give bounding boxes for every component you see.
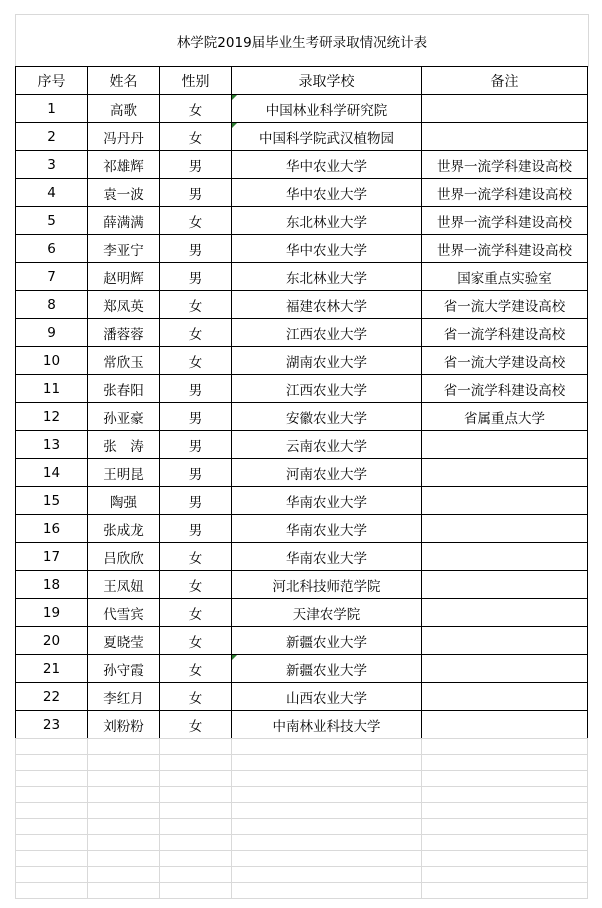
cell-remarks[interactable] [422,683,588,711]
cell-remarks[interactable]: 世界一流学科建设高校 [422,151,588,179]
cell-name[interactable]: 刘粉粉 [88,711,160,739]
cell-gender[interactable]: 男 [160,179,232,207]
empty-cell[interactable] [160,787,232,803]
cell-remarks[interactable]: 省属重点大学 [422,403,588,431]
cell-remarks[interactable]: 省一流大学建设高校 [422,291,588,319]
cell-name[interactable]: 袁一波 [88,179,160,207]
cell-remarks[interactable] [422,431,588,459]
cell-school[interactable]: 华南农业大学 [232,543,422,571]
cell-gender[interactable]: 女 [160,347,232,375]
cell-school[interactable]: 新疆农业大学 [232,655,422,683]
cell-index[interactable]: 18 [16,571,88,599]
empty-cell[interactable] [160,883,232,899]
empty-cell[interactable] [160,851,232,867]
empty-cell[interactable] [16,739,88,755]
cell-index[interactable]: 14 [16,459,88,487]
cell-remarks[interactable] [422,95,588,123]
empty-cell[interactable] [232,787,422,803]
empty-cell[interactable] [160,739,232,755]
table-row [16,235,588,263]
empty-cell[interactable] [422,739,588,755]
cell-index[interactable]: 5 [16,207,88,235]
cell-name[interactable]: 王明昆 [88,459,160,487]
empty-cell[interactable] [16,787,88,803]
empty-cell[interactable] [16,755,88,771]
cell-index[interactable]: 17 [16,543,88,571]
cell-comment-marker [232,655,237,660]
empty-cell[interactable] [16,835,88,851]
cell-gender[interactable]: 男 [160,431,232,459]
cell-name[interactable]: 吕欣欣 [88,543,160,571]
table-row [16,543,588,571]
table-row [16,95,588,123]
cell-gender[interactable]: 男 [160,487,232,515]
cell-index[interactable]: 19 [16,599,88,627]
cell-remarks[interactable] [422,543,588,571]
cell-index[interactable]: 9 [16,319,88,347]
empty-cell[interactable] [422,835,588,851]
cell-gender[interactable]: 男 [160,263,232,291]
cell-name[interactable]: 郑凤英 [88,291,160,319]
empty-cell[interactable] [16,883,88,899]
cell-index[interactable]: 13 [16,431,88,459]
table-row [16,627,588,655]
table-row [16,515,588,543]
cell-name[interactable]: 孙亚豪 [88,403,160,431]
cell-index[interactable]: 8 [16,291,88,319]
empty-cell[interactable] [88,771,160,787]
cell-remarks[interactable] [422,459,588,487]
cell-school[interactable]: 东北林业大学 [232,207,422,235]
cell-name[interactable]: 张成龙 [88,515,160,543]
empty-cell[interactable] [160,755,232,771]
cell-index[interactable]: 23 [16,711,88,739]
empty-row [16,739,588,755]
cell-remarks[interactable]: 省一流学科建设高校 [422,375,588,403]
empty-cell[interactable] [88,755,160,771]
cell-school[interactable]: 中南林业科技大学 [232,711,422,739]
cell-index[interactable]: 1 [16,95,88,123]
cell-gender[interactable]: 男 [160,375,232,403]
cell-name[interactable]: 高歌 [88,95,160,123]
empty-cell[interactable] [88,835,160,851]
cell-index[interactable]: 4 [16,179,88,207]
cell-name[interactable]: 李亚宁 [88,235,160,263]
cell-index[interactable]: 21 [16,655,88,683]
cell-school[interactable]: 河北科技师范学院 [232,571,422,599]
table-row [16,571,588,599]
cell-name[interactable]: 薛满满 [88,207,160,235]
cell-remarks[interactable] [422,571,588,599]
header-cell-index[interactable]: 序号 [16,67,88,95]
cell-school[interactable]: 东北林业大学 [232,263,422,291]
table-row [16,487,588,515]
header-cell-name[interactable]: 姓名 [88,67,160,95]
table-row [16,263,588,291]
cell-school[interactable]: 华中农业大学 [232,235,422,263]
empty-cell[interactable] [88,803,160,819]
cell-gender[interactable]: 女 [160,95,232,123]
empty-cell[interactable] [422,755,588,771]
cell-school[interactable]: 天津农学院 [232,599,422,627]
empty-cell[interactable] [88,819,160,835]
table-row [16,459,588,487]
cell-name[interactable]: 赵明辉 [88,263,160,291]
cell-gender[interactable]: 女 [160,683,232,711]
empty-cell[interactable] [422,867,588,883]
empty-cell[interactable] [232,739,422,755]
cell-remarks[interactable] [422,515,588,543]
cell-name[interactable]: 潘蓉蓉 [88,319,160,347]
cell-school[interactable]: 安徽农业大学 [232,403,422,431]
empty-cell[interactable] [422,803,588,819]
table-row [16,179,588,207]
cell-index[interactable]: 20 [16,627,88,655]
empty-cell[interactable] [422,819,588,835]
cell-index[interactable]: 7 [16,263,88,291]
cell-gender[interactable]: 男 [160,515,232,543]
sheet-title: 林学院2019届毕业生考研录取情况统计表 [15,14,589,67]
empty-row [16,771,588,787]
cell-gender[interactable]: 男 [160,459,232,487]
empty-row [16,787,588,803]
empty-cell[interactable] [16,851,88,867]
empty-row [16,803,588,819]
cell-gender[interactable]: 男 [160,403,232,431]
empty-cell[interactable] [232,771,422,787]
cell-remarks[interactable]: 世界一流学科建设高校 [422,235,588,263]
header-row [16,67,588,95]
cell-school[interactable]: 中国科学院武汉植物园 [232,123,422,151]
empty-cell[interactable] [422,883,588,899]
empty-cell[interactable] [88,851,160,867]
cell-name[interactable]: 夏晓莹 [88,627,160,655]
header-cell-school[interactable]: 录取学校 [232,67,422,95]
table-row [16,403,588,431]
empty-row [16,819,588,835]
table-row [16,319,588,347]
empty-cell[interactable] [160,819,232,835]
cell-school[interactable]: 华南农业大学 [232,487,422,515]
cell-school[interactable]: 云南农业大学 [232,431,422,459]
table-row [16,683,588,711]
cell-index[interactable]: 10 [16,347,88,375]
cell-gender[interactable]: 女 [160,627,232,655]
empty-row [16,755,588,771]
empty-cell[interactable] [232,883,422,899]
table-row [16,599,588,627]
empty-cell[interactable] [422,851,588,867]
cell-remarks[interactable] [422,711,588,739]
empty-cell[interactable] [16,803,88,819]
empty-cell[interactable] [232,803,422,819]
cell-remarks[interactable]: 世界一流学科建设高校 [422,207,588,235]
cell-gender[interactable]: 男 [160,151,232,179]
empty-cell[interactable] [88,739,160,755]
empty-row [16,835,588,851]
empty-cell[interactable] [422,771,588,787]
cell-gender[interactable]: 女 [160,543,232,571]
empty-row [16,883,588,899]
empty-cell[interactable] [16,867,88,883]
empty-cell[interactable] [232,835,422,851]
table-row [16,375,588,403]
empty-cell[interactable] [16,771,88,787]
cell-name[interactable]: 代雪宾 [88,599,160,627]
cell-gender[interactable]: 女 [160,319,232,347]
cell-comment-marker [232,123,237,128]
empty-cell[interactable] [160,803,232,819]
cell-gender[interactable]: 男 [160,235,232,263]
table-row [16,123,588,151]
empty-cell[interactable] [160,867,232,883]
cell-school[interactable]: 中国林业科学研究院 [232,95,422,123]
cell-remarks[interactable] [422,627,588,655]
cell-index[interactable]: 3 [16,151,88,179]
cell-school[interactable]: 湖南农业大学 [232,347,422,375]
cell-remarks[interactable] [422,487,588,515]
table-row [16,291,588,319]
empty-cell[interactable] [160,835,232,851]
empty-grid [15,738,588,899]
cell-remarks[interactable]: 省一流学科建设高校 [422,319,588,347]
cell-school[interactable]: 华中农业大学 [232,179,422,207]
cell-comment-marker [232,95,237,100]
table-row [16,431,588,459]
cell-school[interactable]: 福建农林大学 [232,291,422,319]
cell-school[interactable]: 河南农业大学 [232,459,422,487]
cell-name[interactable]: 张春阳 [88,375,160,403]
empty-cell[interactable] [160,771,232,787]
cell-remarks[interactable] [422,599,588,627]
empty-cell[interactable] [16,819,88,835]
cell-school[interactable]: 江西农业大学 [232,375,422,403]
empty-cell[interactable] [88,867,160,883]
cell-index[interactable]: 11 [16,375,88,403]
cell-name[interactable]: 张 涛 [88,431,160,459]
admissions-table [15,66,588,739]
table-row [16,207,588,235]
cell-name[interactable]: 冯丹丹 [88,123,160,151]
cell-gender[interactable]: 女 [160,655,232,683]
empty-cell[interactable] [232,851,422,867]
cell-index[interactable]: 15 [16,487,88,515]
cell-index[interactable]: 2 [16,123,88,151]
cell-remarks[interactable]: 世界一流学科建设高校 [422,179,588,207]
empty-cell[interactable] [88,787,160,803]
cell-gender[interactable]: 女 [160,123,232,151]
cell-school[interactable]: 山西农业大学 [232,683,422,711]
cell-gender[interactable]: 女 [160,207,232,235]
empty-row [16,851,588,867]
empty-cell[interactable] [422,787,588,803]
cell-index[interactable]: 16 [16,515,88,543]
cell-gender[interactable]: 女 [160,571,232,599]
table-row [16,151,588,179]
cell-school[interactable]: 华南农业大学 [232,515,422,543]
cell-school[interactable]: 华中农业大学 [232,151,422,179]
cell-index[interactable]: 12 [16,403,88,431]
cell-remarks[interactable] [422,655,588,683]
cell-name[interactable]: 常欣玉 [88,347,160,375]
cell-name[interactable]: 王凤妞 [88,571,160,599]
cell-school[interactable]: 江西农业大学 [232,319,422,347]
cell-name[interactable]: 孙守霞 [88,655,160,683]
header-cell-remarks[interactable]: 备注 [422,67,588,95]
table-row [16,347,588,375]
empty-cell[interactable] [232,819,422,835]
cell-name[interactable]: 祁雄辉 [88,151,160,179]
empty-cell[interactable] [232,867,422,883]
empty-cell[interactable] [232,755,422,771]
cell-remarks[interactable]: 国家重点实验室 [422,263,588,291]
cell-school[interactable]: 新疆农业大学 [232,627,422,655]
cell-gender[interactable]: 女 [160,599,232,627]
empty-cell[interactable] [88,883,160,899]
cell-name[interactable]: 李红月 [88,683,160,711]
cell-index[interactable]: 22 [16,683,88,711]
cell-gender[interactable]: 女 [160,711,232,739]
cell-index[interactable]: 6 [16,235,88,263]
cell-remarks[interactable]: 省一流大学建设高校 [422,347,588,375]
cell-name[interactable]: 陶强 [88,487,160,515]
empty-row [16,867,588,883]
cell-remarks[interactable] [422,123,588,151]
cell-gender[interactable]: 女 [160,291,232,319]
header-cell-gender[interactable]: 性别 [160,67,232,95]
table-row [16,711,588,739]
table-row [16,655,588,683]
